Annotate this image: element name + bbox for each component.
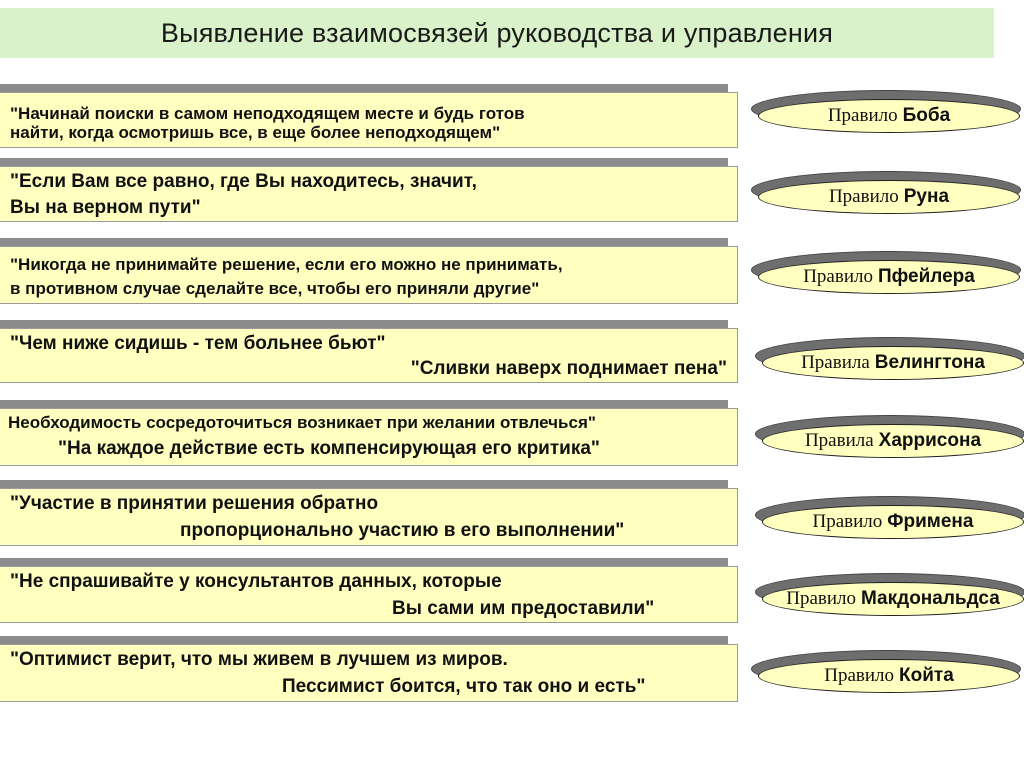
rule-name: Фримена bbox=[887, 511, 974, 532]
rule-word: Правило bbox=[786, 588, 856, 609]
quote-box bbox=[0, 246, 738, 304]
quote-line: в противном случае сделайте все, чтобы его приняли другие" bbox=[10, 279, 540, 298]
rule-name: Боба bbox=[902, 105, 951, 126]
rule-word: Правило bbox=[812, 511, 883, 532]
quote-line: Пессимист боится, что так оно и есть" bbox=[282, 676, 646, 697]
quote-line: "Сливки наверх поднимает пена" bbox=[410, 358, 727, 379]
quote-line: Вы сами им предоставили" bbox=[392, 598, 655, 619]
rule-badge-face bbox=[762, 582, 1024, 616]
quote-shadow-bar bbox=[0, 158, 728, 166]
rule-name: Койта bbox=[899, 665, 954, 686]
rule-word: Правило bbox=[827, 105, 898, 126]
quote-box bbox=[0, 166, 738, 222]
title-banner bbox=[0, 8, 994, 58]
quote-box bbox=[0, 488, 738, 546]
page-title: Выявление взаимосвязей руководства и управления bbox=[160, 17, 834, 48]
quote-line: Необходимость сосредоточиться возникает при желании отвлечься" bbox=[8, 413, 596, 432]
quote-shadow-bar bbox=[0, 84, 728, 92]
rule-name: Харрисона bbox=[878, 430, 982, 451]
rule-word: Правила bbox=[804, 430, 874, 451]
quote-box bbox=[0, 566, 738, 623]
quote-line: "Оптимист верит, что мы живем в лучшем из миров. bbox=[10, 649, 508, 670]
rule-badge-face bbox=[758, 659, 1020, 693]
rule-name: Пфейлера bbox=[877, 266, 975, 287]
rule-word: Правило bbox=[803, 266, 873, 287]
rule-word: Правило bbox=[824, 665, 894, 686]
quote-shadow-bar bbox=[0, 558, 728, 566]
quote-box bbox=[0, 408, 738, 466]
quote-line: "Не спрашивайте у консультантов данных, которые bbox=[10, 571, 502, 592]
quote-line: "Если Вам все равно, где Вы находитесь, значит, bbox=[10, 171, 477, 192]
quote-shadow-bar bbox=[0, 400, 728, 408]
quote-line: "Начинай поиски в самом неподходящем месте и будь готов bbox=[10, 104, 525, 123]
quote-shadow-bar bbox=[0, 320, 728, 328]
rule-badge-face bbox=[762, 346, 1024, 380]
rule-badge-face bbox=[758, 99, 1020, 133]
quote-line: пропорционально участию в его выполнении" bbox=[180, 520, 625, 541]
quote-line: найти, когда осмотришь все, в еще более неподходящем" bbox=[10, 123, 501, 142]
rule-name: Руна bbox=[903, 186, 950, 207]
rule-badge-face bbox=[758, 180, 1020, 214]
quote-box bbox=[0, 92, 738, 148]
quote-shadow-bar bbox=[0, 480, 728, 488]
quote-shadow-bar bbox=[0, 238, 728, 246]
rule-badge-face bbox=[762, 424, 1024, 458]
quote-line: "Участие в принятии решения обратно bbox=[10, 493, 379, 514]
rule-name: Макдональдса bbox=[861, 588, 1000, 609]
rule-badge-face bbox=[762, 505, 1024, 539]
quote-line: Вы на верном пути" bbox=[10, 197, 201, 218]
quote-line: "Никогда не принимайте решение, если его можно не принимать, bbox=[10, 255, 563, 274]
quote-box bbox=[0, 644, 738, 702]
quote-box bbox=[0, 328, 738, 383]
rule-word: Правило bbox=[828, 186, 899, 207]
rule-word: Правила bbox=[801, 352, 870, 373]
quote-line: "На каждое действие есть компенсирующая его критика" bbox=[58, 438, 600, 459]
quote-line: "Чем ниже сидишь - тем больнее бьют" bbox=[10, 333, 386, 354]
quote-shadow-bar bbox=[0, 636, 728, 644]
rule-name: Велингтона bbox=[874, 352, 985, 373]
rule-badge-face bbox=[758, 260, 1020, 294]
